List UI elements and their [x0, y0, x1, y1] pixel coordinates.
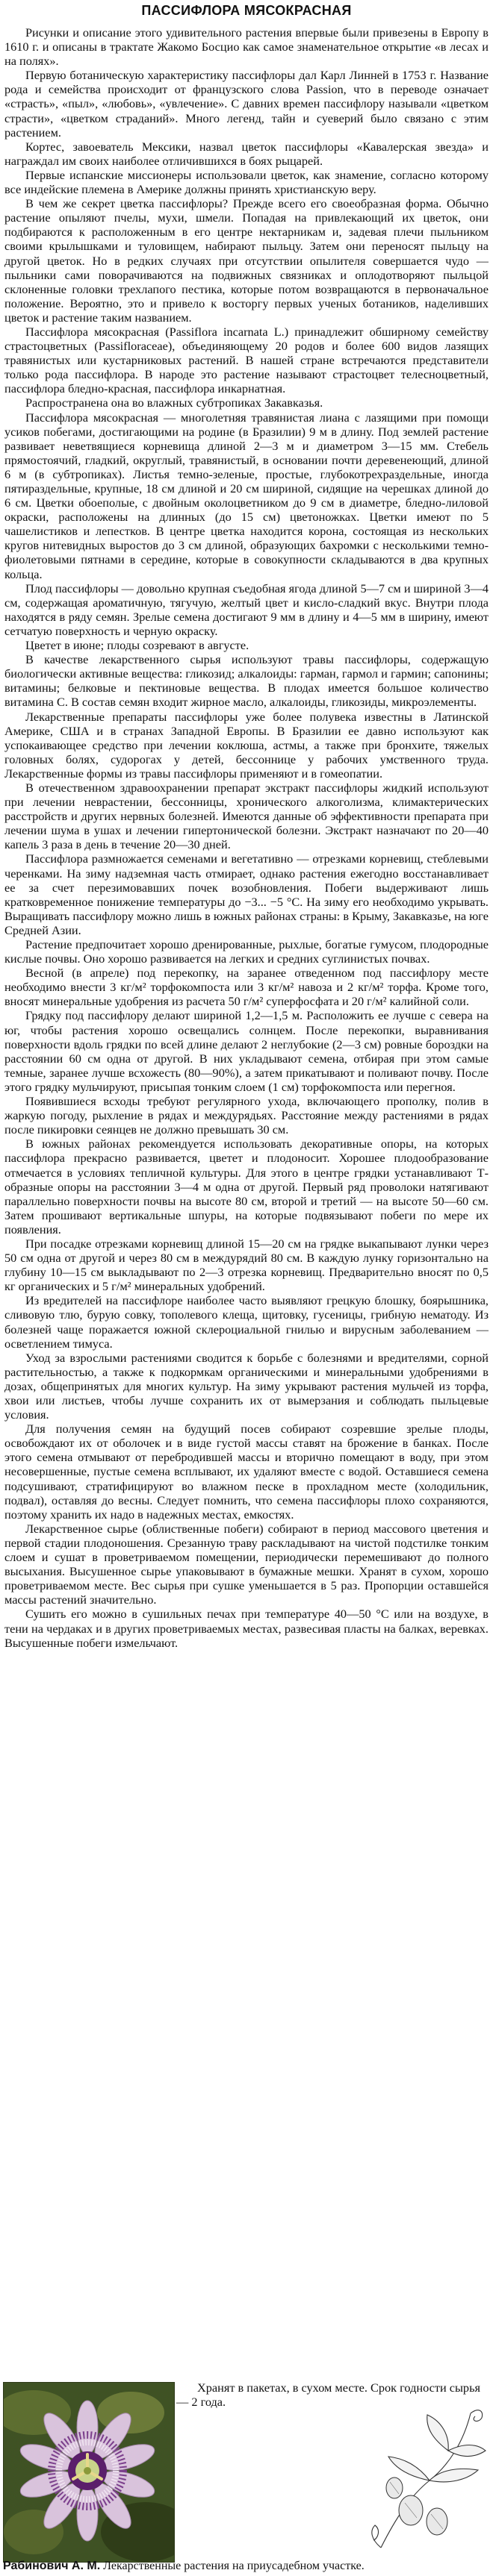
paragraph: Грядку под пассифлору делают шириной 1,2—1,5 м. Расположить ее лучше с севера на юг, чтобы растения хорошо освещались солнцем. После перекопки, выравнивания поверхности вдоль грядки по всей длине делают 2 неглубокие (2—3 см) ровные бороздки на расстоянии 60 см одна от другой. В них укладывают семена, отбирая при этом самые темные, заранее лучше всхожесть (80—90%), а затем прикатывают и поливают почву. После этого грядку мульчируют, присыпая тонким слоем (1 см) торфокомпоста или перегноя. — [4, 1008, 489, 1094]
passionflower-photo — [3, 2382, 175, 2563]
paragraph: Цветет в июне; плоды созревают в августе. — [25, 638, 249, 653]
paragraph: При посадке отрезками корневищ длиной 15—20 см на грядке выкапывают лунки через 50 см одна от другой и через 80 см в междурядий 80 см. В каждую лунку горизонтально на глубину 10—15 см выкладывают по 2—3 отрезка корневищ. Предварительно вносят по 0,5 кг органических и 5 г/м² минеральных удобрений. — [4, 1236, 489, 1294]
article-body — [4, 25, 489, 2376]
article-title: ПАССИФЛОРА МЯСОКРАСНАЯ — [141, 3, 352, 18]
storage-note: Хранят в пакетах, в сухом месте. Срок годности сырья — 2 года. — [176, 2380, 480, 2409]
paragraph: Пассифлора мясокрасная — многолетняя травянистая лиана с лазящими при помощи усиков побегами, достигающими на родине (в Бразилии) 9 м в длину. Под землей растение развивает неветвящиеся корневища длиной 2—3 м и диаметром 3—15 мм. Стебель прямостоячий, гладкий, округлый, травянистый, в основании почти деревенеющий, длиной 6 м (в субтропиках). Листья темно-зеленые, простые, глубокотрехраздельные, иногда пятираздельные, крупные, 18 см длиной и 20 см шириной, сидящие на черешках длиной до 6 см. Цветки обоеполые, с двойным околоцветником до 9 см в диаметре, бледно-лиловой окраски, расположены на длинных (до 15 см) цветоножках. Цветки имеют по 5 чашелистиков и лепестков. В центре цветка находится корона, состоящая из нескольких кругов нитевидных выростов до 3 см длиной, образующих бахромки с несколькими темно-фиолетовыми пятнами в середине, которые в совокупности складываются в два крупных кольца. — [4, 410, 489, 581]
paragraph: Весной (в апреле) под перекопку, на заранее отведенном под пассифлору месте необходимо внести 3 кг/м² торфокомпоста или 3 кг/м² навоза и 2 кг/м² торфа. Кроме того, вносят минеральные удобрения из расчета 50 г/м² суперфосфата и 20 г/м² калийной соли. — [4, 966, 489, 1009]
paragraph: Уход за взрослыми растениями сводится к борьбе с болезнями и вредителями, сорной растительностью, а также к подкормкам органическими и минеральными удобрениями в дозах, общепринятых для многих культур. На зиму укрывают растения мульчей из торфа, хвои или листьев, чтобы лучше сохранить их от вымерзания и соблюдать пыльцевые условия. — [4, 1350, 489, 1422]
paragraph: Рисунки и описание этого удивительного растения впервые были привезены в Европу в 1610 г. и описаны в трактате Жакомо Босцио как самое знаменательное открытие «в лесах и на полях». — [4, 25, 489, 69]
paragraph: В чем же секрет цветка пассифлоры? Прежде всего его своеобразная форма. Обычно растение опыляют пчелы, мухи, шмели. Попадая на привлекающий их цветок, они подбираются к расположенным в его центре нектарникам и, задевая плечи пыльником своими крылышками и туловищем, набирают пыльцу. Затем они переносят пыльцу на другой цветок. Но в редких случаях при отсутствии опылителя совершается чудо — пыльники сами поворачиваются на подвижных связниках и оплодотворяют пыльцой склоненные головки трехлапого пестика, которые потом возвращаются в первоначальное положение. Вероятно, это и привело к восторгу первых ученых ботаников, наделивших цветок и растение таким названием. — [4, 196, 489, 325]
paragraph: Пассифлора размножается семенами и вегетативно — отрезками корневищ, стеблевыми черенками. На зиму надземная часть отмирает, однако растения ежегодно восстанавливает ее за счет перезимовавших почек возобновления. Побеги выдерживают лишь кратковременное понижение температуры до −3... −5 °С. На зиму его необходимо укрывать. Выращивать пассифлору можно лишь в южных районах страны: в Крыму, Закавказье, на юге Средней Азии. — [4, 851, 489, 937]
paragraph: Появившиеся всходы требуют регулярного ухода, включающего прополку, полив в жаркую погоду, рыхление в рядах и междурядьях. Расстояние между растениями в рядах после пикировки сеянцев не должно превышать 30 см. — [4, 1094, 489, 1137]
paragraph: Растение предпочитает хорошо дренированные, рыхлые, богатые гумусом, плодородные кислые почвы. Оно хорошо развивается на легких и средних суглинистых почвах. — [4, 937, 489, 966]
paragraph: В качестве лекарственного сырья используют травы пассифлоры, содержащую биологически активные вещества: гликозид; алкалоиды: гарман, гармол и гармин; сапонины; витамины; белковые и пектиновые вещества. В плодах имеется большое количество витамина С. В состав семян входит жирное масло, алкалоиды, гликозиды, микроэлементы. — [4, 652, 489, 710]
paragraph: Лекарственное сырье (облиственные побеги) собирают в период массового цветения и первой стадии плодоношения. Срезанную траву раскладывают на чистой подстилке тонким слоем и сушат в проветриваемом помещении, периодически перемешивают до полного высыхания. Высушенное сырье упаковывают в бумажные мешки. Хранят в сухом, хорошо проветриваемом месте. Вес сырья при сушке уменьшается в 5 раз. Пропорции оставшейся массы растений значительно. — [4, 1521, 489, 1607]
source-book: Лекарственные растения на приусадебном участке. — [103, 2560, 365, 2572]
source-citation — [3, 2560, 490, 2573]
paragraph: Распространена она во влажных субтропиках Закавказья. — [25, 396, 323, 410]
paragraph: Пассифлора мясокрасная (Passiflora incarnata L.) принадлежит обширному семейству страстоцветных (Passifloraceae), объединяющему 20 родов и более 600 видов лазящих травянистых или кустарниковых растений. В нашей стране встречаются представители только рода пассифлора. В народе это растение называют страстоцвет телесноцветный, пассифлора бледно-красная, пассифлора инкарнатная. — [4, 324, 489, 396]
paragraph: В отечественном здравоохранении препарат экстракт пассифлоры жидкий используют при лечении неврастении, бессонницы, хронического алкоголизма, климактерических расстройств и других нервных болезней. Имеются данные об эффективности препарата при лечении шума в ушах и лечении гипертонической болезни. Экстракт назначают по 20—40 капель 3 раза в день в течение 20—30 дней. — [4, 780, 489, 852]
paragraph: Первые испанские миссионеры использовали цветок, как знамение, согласно которому все индейские племена в Америке должны принять христианскую веру. — [4, 167, 489, 197]
source-author: Рабинович А. М. — [3, 2560, 101, 2572]
illustration-area — [0, 2380, 493, 2576]
paragraph: Лекарственные препараты пассифлоры уже более полувека известны в Латинской Америке, США и в странах Западной Европы. В Бразилии ее давно используют как успокаивающее средство при лечении коклюша, астмы, а также при бронхите, тяжелых головных болях, судорогах у детей, бессоннице у рабочих умственного труда. Лекарственные формы из травы пассифлоры применяют и в гомеопатии. — [4, 709, 489, 781]
paragraph: Плод пассифлоры — довольно крупная съедобная ягода длиной 5—7 см и шириной 3—4 см, содержащая ароматичную, тягучую, желтый цвет и кисло-сладкий вкус. Внутри плода находятся в ряду семян. Зрелые семена достигают 9 мм в длину и 4—5 мм в ширину, имеют сетчатую поверхность и черную окраску. — [4, 581, 489, 638]
paragraph: Кортес, завоеватель Мексики, назвал цветок пассифлоры «Кавалерская звезда» и награждал им своих наиболее отличившихся в боях рыцарей. — [4, 139, 489, 168]
paragraph: Из вредителей на пассифлоре наиболее часто выявляют грецкую блошку, боярышника, сливовую тлю, бурую совку, тополевого клеща, щитовку, гусеницы, грибную нематоду. Из болезней чаще поражается южной склероциальной гнилью и вирусным заболеванием — осветлением тимуса. — [4, 1293, 489, 1351]
paragraph: Сушить его можно в сушильных печах при температуре 40—50 °С или на воздухе, в тени на чердаках и в других проветриваемых местах, развесивая пласты на балках, веревках. Высушенные побеги измельчают. — [4, 1607, 489, 1650]
paragraph: В южных районах рекомендуется использовать декоративные опоры, на которых пассифлора прекрасно развивается, цветет и плодоносит. Хорошее плодообразование отмечается в условиях тепличной культуры. Для этого в центре грядки устанавливают Т-образные опоры на расстоянии 3—4 м одна от другой. Первый ряд проволоки натягивают параллельно поверхности почвы на высоте 80 см, второй и третий — на высоте 50—60 см. Затем прошивают вертикальные шпуры, на которые подвязывают побеги по мере их появления. — [4, 1137, 489, 1237]
paragraph: Первую ботаническую характеристику пассифлоры дал Карл Линней в 1753 г. Название рода и семейства происходит от французского слова Passion, что в переводе означает «страсть», «пыл», «любовь», «увлечение». С давних времен пассифлору называли «цветком страсти», «цветком страданий». Много легенд, тайн и суеверий было связано с этим растением. — [4, 68, 489, 140]
paragraph: Для получения семян на будущий посев собирают созревшие зрелые плоды, освобождают их от оболочек и в виде густой массы ставят на брожение в банках. После этого семена отмывают от перебродившей массы и вторично помещают в воду, при этом несовершенные, пустые семена всплывают, их удаляют вместе с водой. Оставшиеся семена подсушивают, стратифицируют во влажном песке в прохладном месте (холодильник, подвал), оставляя до весны. Следует помнить, что семена пассифлоры плохо сохраняются, поэтому хранить их надо в надежных местах, емкостях. — [4, 1422, 489, 1522]
passionflower-botanical-drawing — [359, 2398, 490, 2555]
